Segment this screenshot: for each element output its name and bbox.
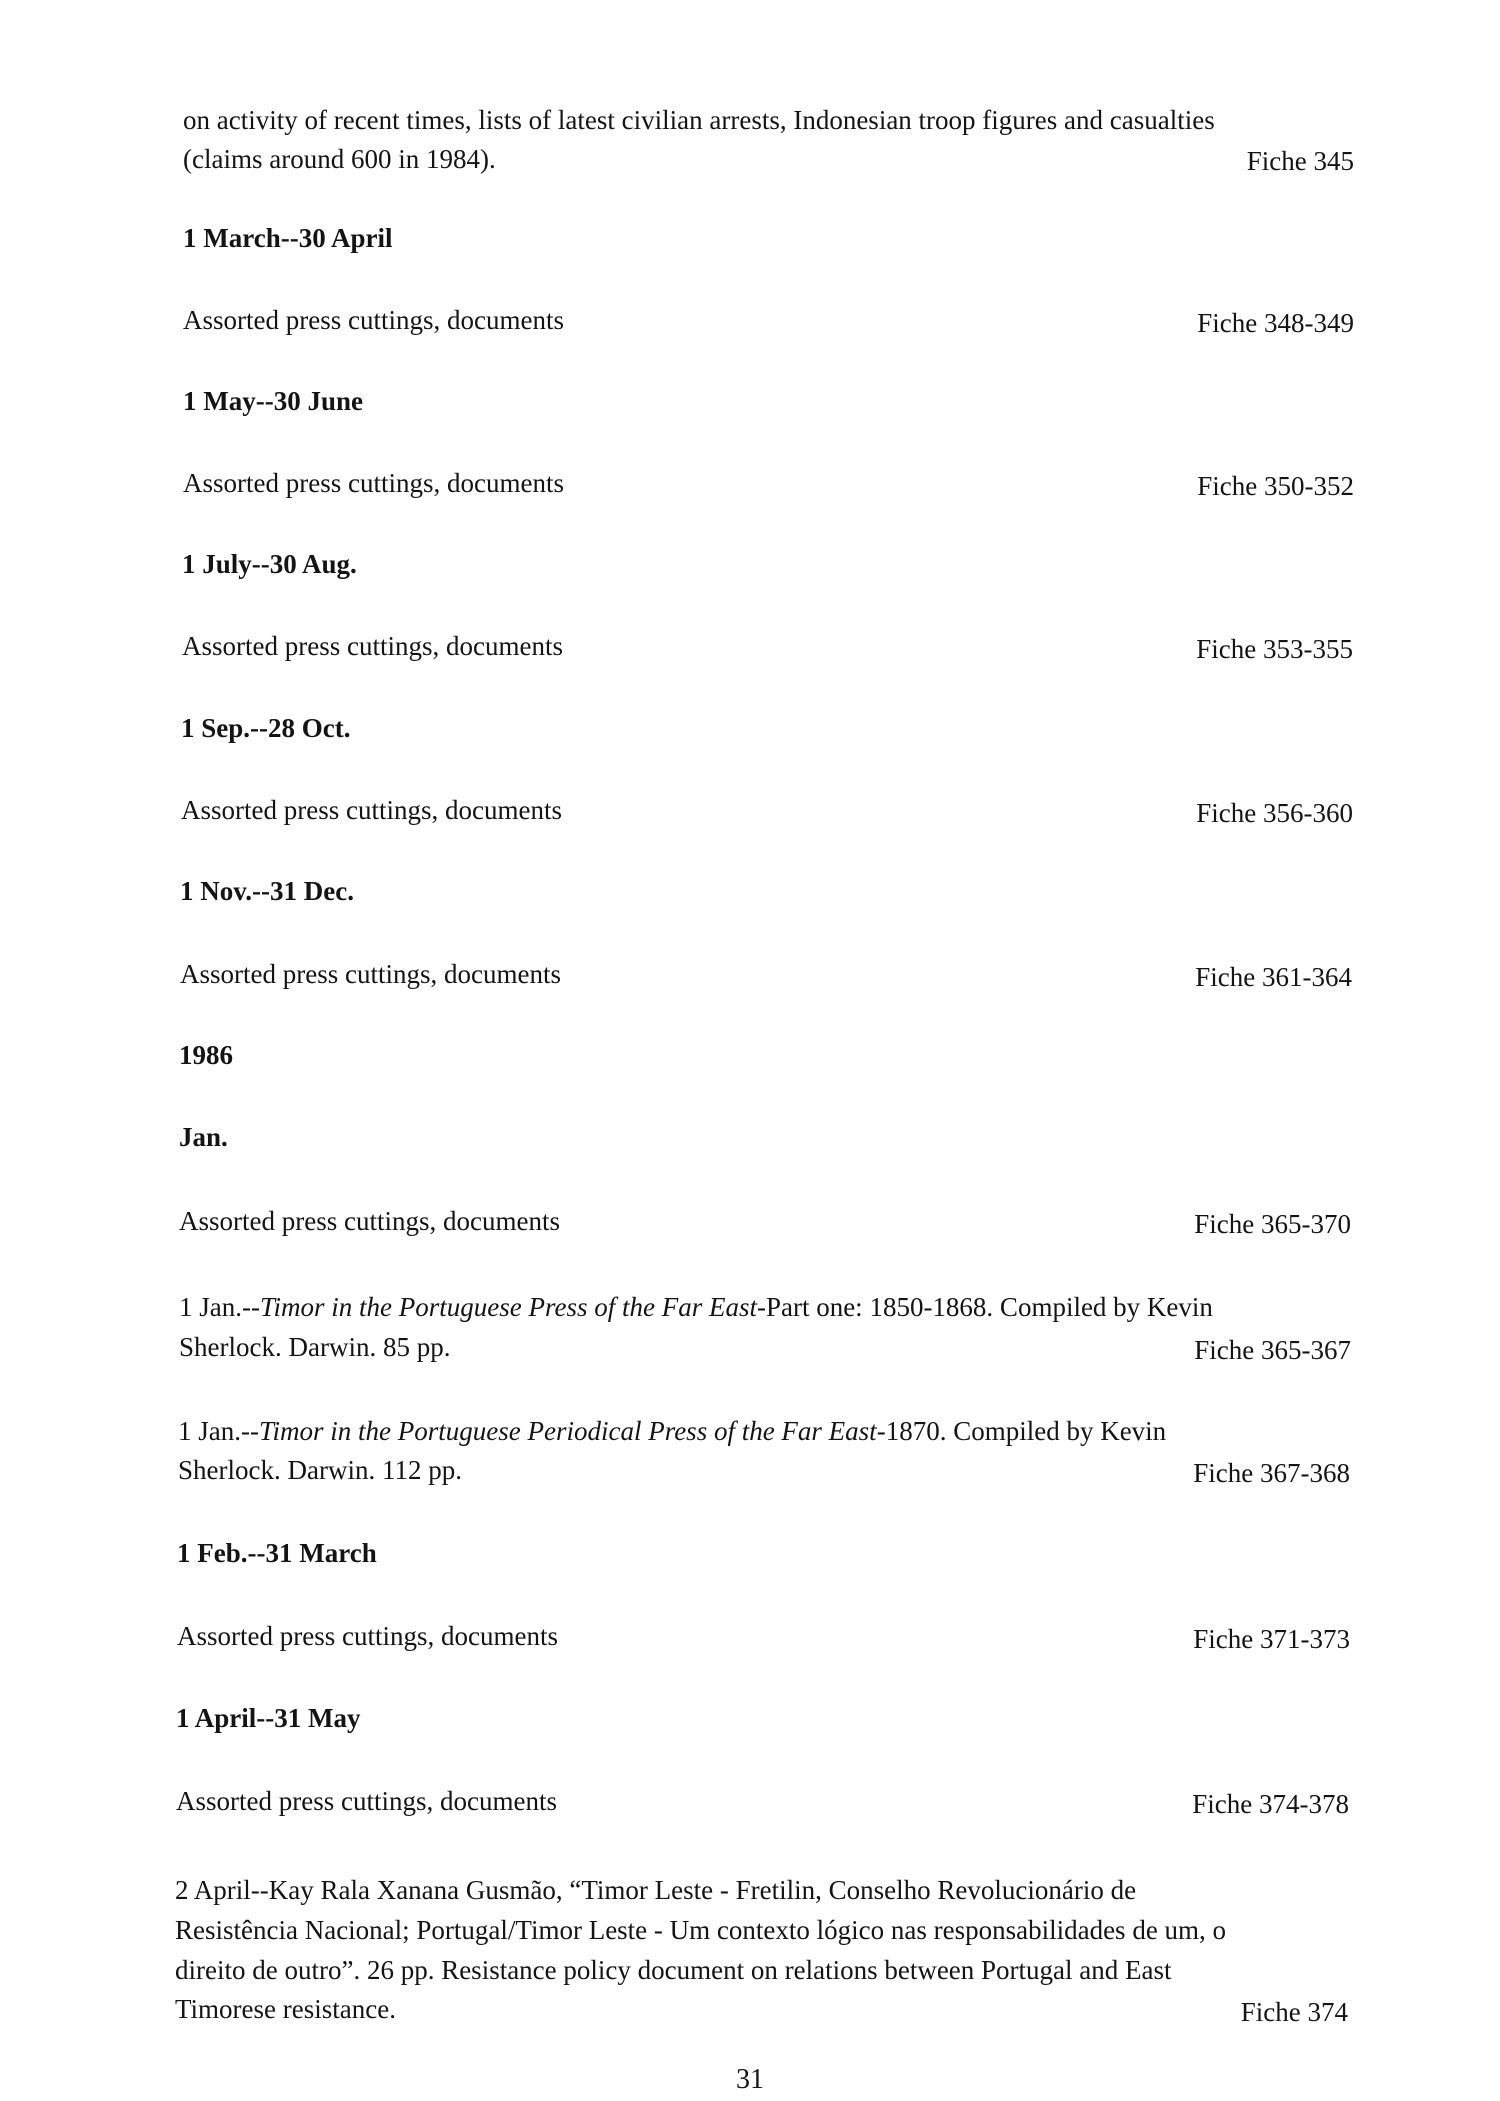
section-fiche-feb-march: Fiche 371-373 [1193, 1624, 1350, 1654]
april-entry-line-1: 2 April--Kay Rala Xanana Gusmão, “Timor Leste - Fretilin, Conselho Revolucionário de [175, 1875, 1137, 1905]
section-heading-may-june: 1 May--30 June [183, 386, 363, 416]
section-fiche-may-june: Fiche 350-352 [1197, 471, 1354, 501]
section-fiche-sep-oct: Fiche 356-360 [1196, 798, 1353, 828]
section-heading-april-may: 1 April--31 May [176, 1703, 361, 1733]
section-fiche-nov-dec: Fiche 361-364 [1195, 962, 1352, 992]
section-heading-sep-oct: 1 Sep.--28 Oct. [181, 713, 351, 743]
section-item-jan: Assorted press cuttings, documents [179, 1206, 560, 1236]
section-heading-nov-dec: 1 Nov.--31 Dec. [180, 876, 354, 906]
section-fiche-july-aug: Fiche 353-355 [1196, 634, 1353, 664]
section-fiche-jan: Fiche 365-370 [1194, 1209, 1351, 1239]
intro-fiche: Fiche 345 [1246, 146, 1354, 176]
april-entry-fiche: Fiche 374 [1240, 1997, 1348, 2027]
section-item-july-aug: Assorted press cuttings, documents [182, 631, 563, 661]
section-heading-march-april: 1 March--30 April [183, 223, 393, 253]
jan-entry-1-title: Timor in the Portuguese Press of the Far East [259, 1292, 757, 1322]
section-item-nov-dec: Assorted press cuttings, documents [180, 959, 561, 989]
section-item-april-may: Assorted press cuttings, documents [176, 1786, 557, 1816]
jan-entry-2-line-1 [178, 1414, 1166, 1448]
april-entry-line-3: direito de outro”. 26 pp. Resistance policy document on relations between Portugal and East [175, 1955, 1172, 1985]
year-heading: 1986 [179, 1040, 233, 1070]
intro-line-2: (claims around 600 in 1984). [183, 144, 496, 174]
section-item-march-april: Assorted press cuttings, documents [183, 305, 564, 335]
section-fiche-march-april: Fiche 348-349 [1197, 308, 1354, 338]
jan-entry-1-line-2: Sherlock. Darwin. 85 pp. [179, 1332, 451, 1362]
section-item-may-june: Assorted press cuttings, documents [183, 468, 564, 498]
section-fiche-april-may: Fiche 374-378 [1192, 1789, 1349, 1819]
section-heading-july-aug: 1 July--30 Aug. [182, 549, 357, 579]
section-heading-jan: Jan. [179, 1122, 228, 1152]
jan-entry-1-prefix: 1 Jan.-- [179, 1292, 260, 1322]
section-item-sep-oct: Assorted press cuttings, documents [181, 795, 562, 825]
jan-entry-2-line-2: Sherlock. Darwin. 112 pp. [178, 1455, 462, 1485]
intro-line-1: on activity of recent times, lists of latest civilian arrests, Indonesian troop figures and casualties [183, 105, 1215, 135]
jan-entry-1-fiche: Fiche 365-367 [1194, 1335, 1351, 1365]
jan-entry-2-fiche: Fiche 367-368 [1193, 1458, 1350, 1488]
jan-entry-2-suffix: -1870. Compiled by Kevin [876, 1416, 1167, 1446]
section-item-feb-march: Assorted press cuttings, documents [177, 1621, 558, 1651]
april-entry-line-2: Resistência Nacional; Portugal/Timor Leste - Um contexto lógico nas responsabilidades de um, o [175, 1915, 1227, 1945]
april-entry-line-4: Timorese resistance. [175, 1994, 396, 2024]
jan-entry-2-title: Timor in the Portuguese Periodical Press of the Far East [258, 1416, 877, 1446]
jan-entry-2-prefix: 1 Jan.-- [178, 1416, 259, 1446]
section-heading-feb-march: 1 Feb.--31 March [177, 1538, 377, 1568]
jan-entry-1-line-1 [179, 1290, 1213, 1324]
page-number: 31 [736, 2064, 764, 2095]
jan-entry-1-suffix: -Part one: 1850-1868. Compiled by Kevin [756, 1292, 1213, 1322]
